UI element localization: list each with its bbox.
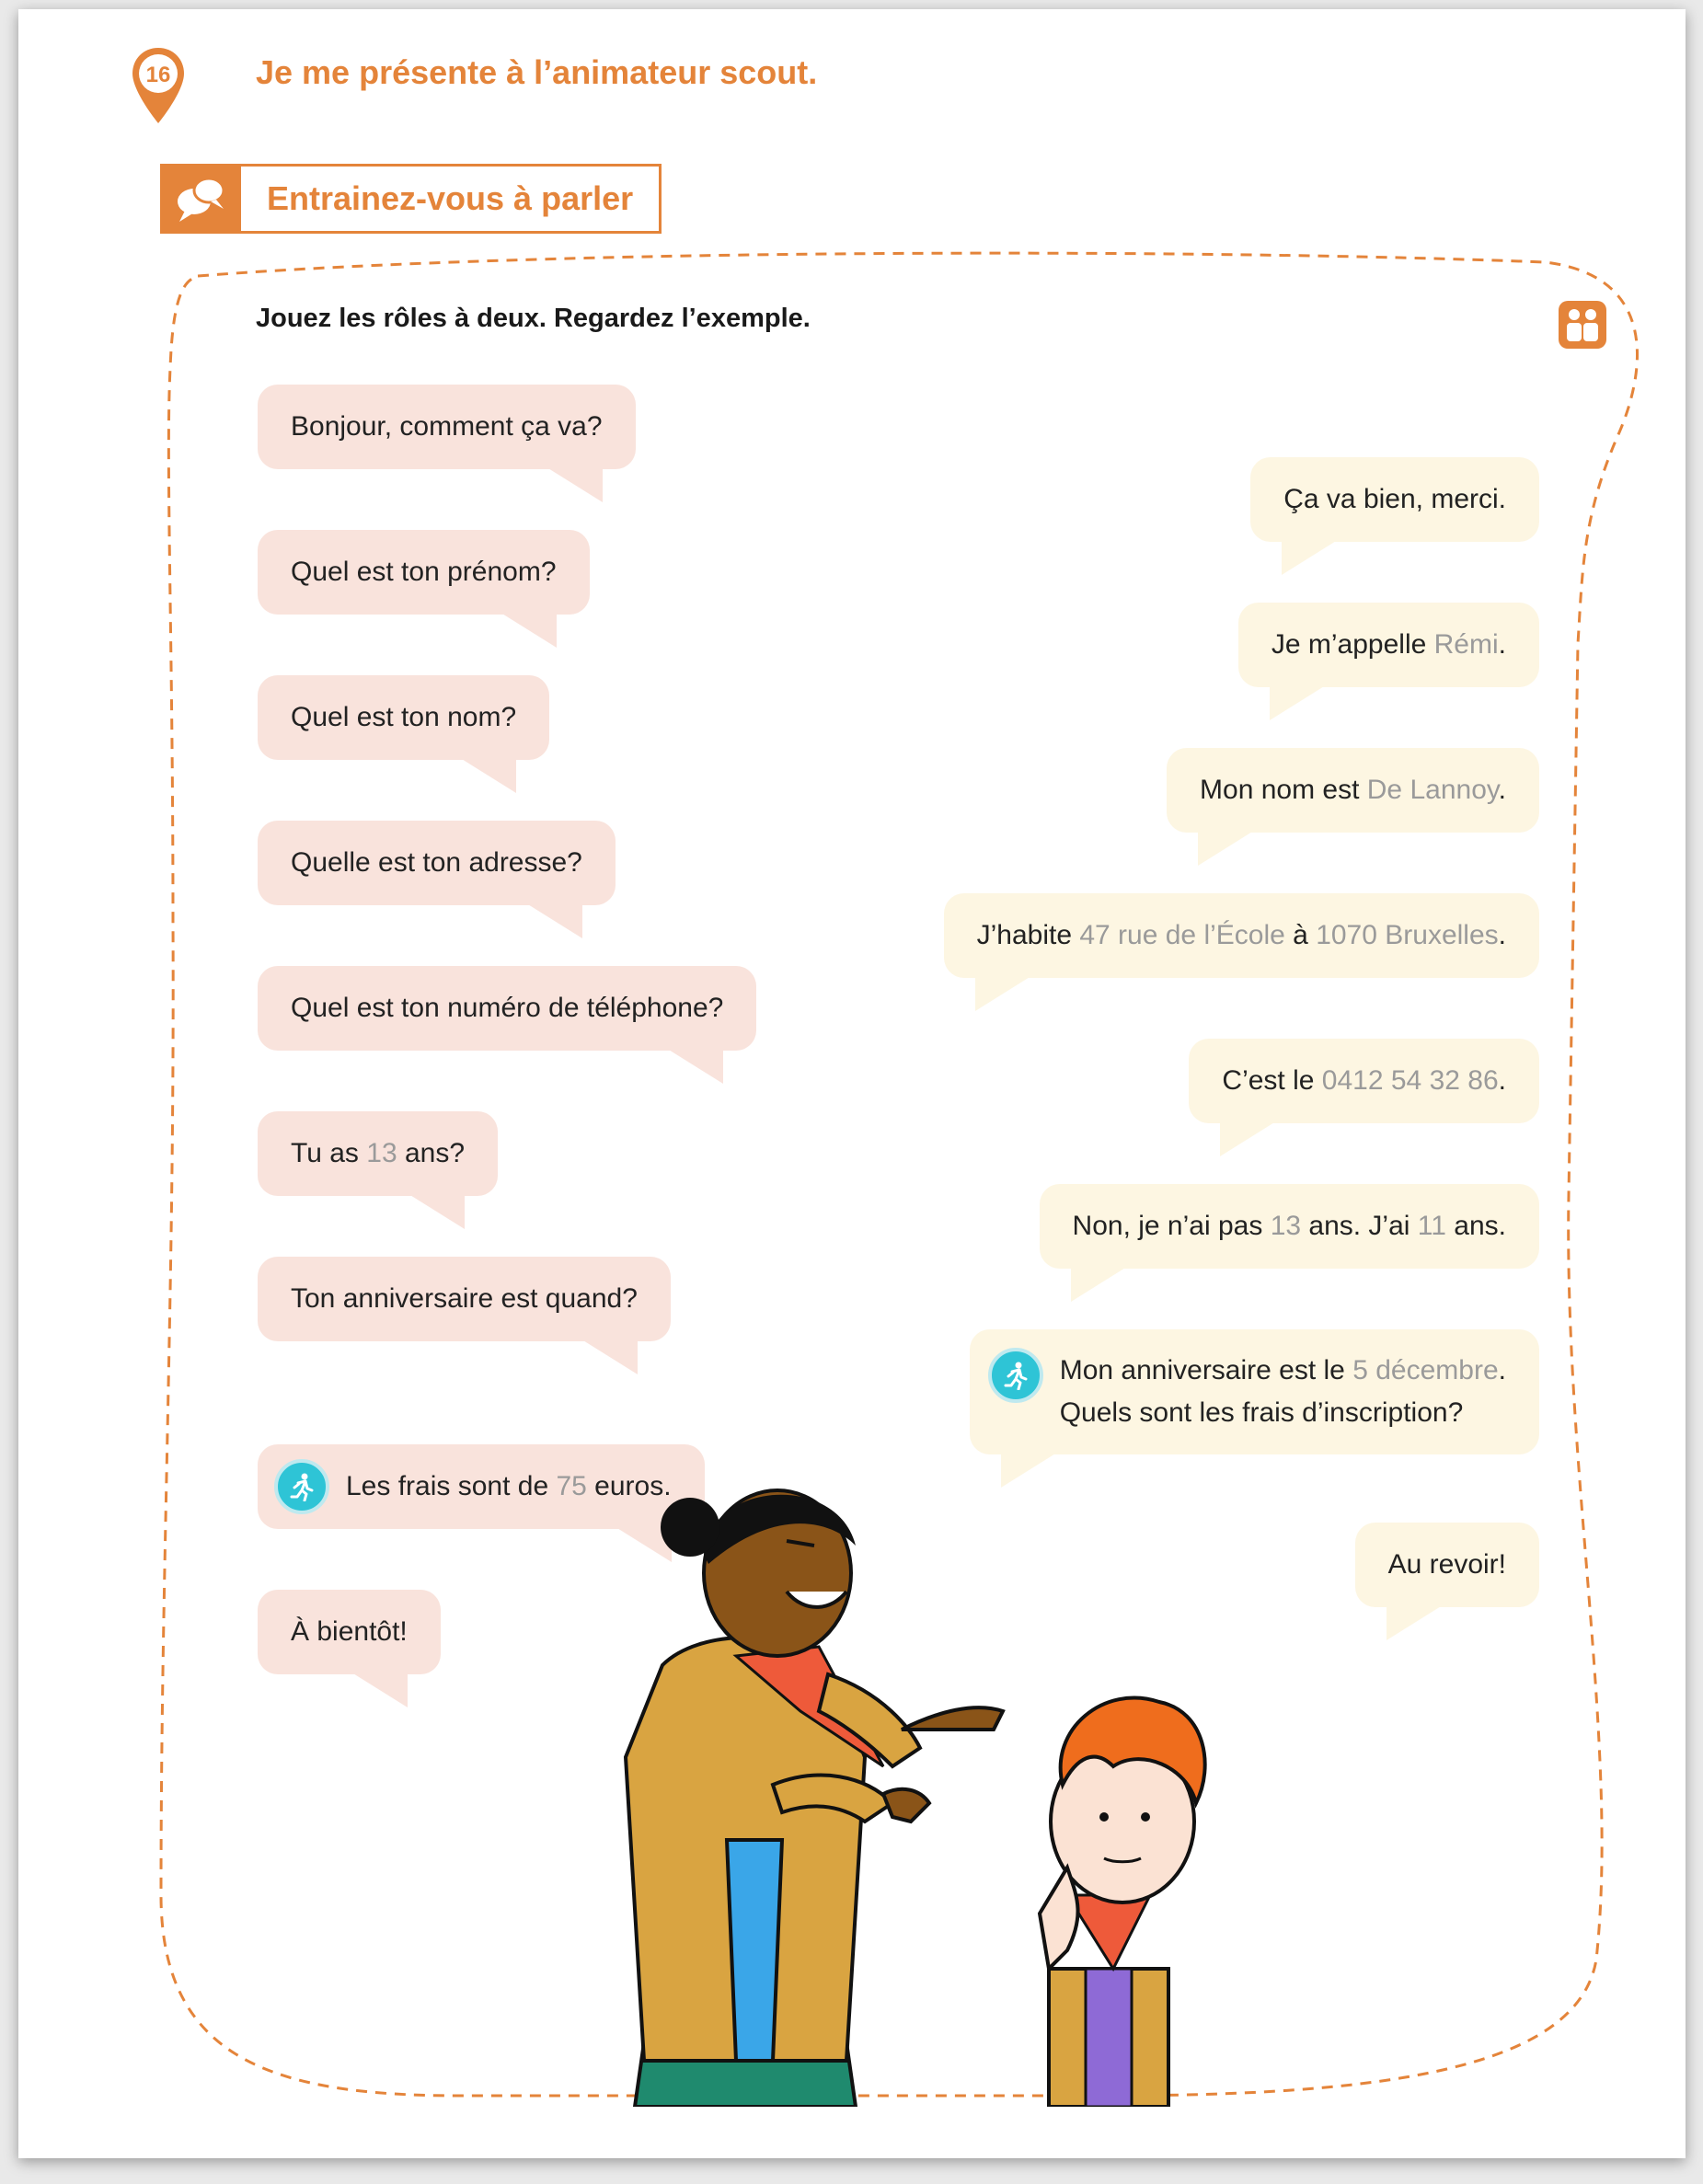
variable-value: 75 — [556, 1471, 587, 1501]
bubble-tail — [1270, 684, 1329, 720]
variable-value: 5 décembre — [1352, 1355, 1499, 1385]
bubble-line: Quels sont les frais d’inscription? — [1059, 1397, 1464, 1428]
bubble-tail — [406, 1192, 465, 1229]
bubble-text: Ton anniversaire est quand? — [291, 1283, 638, 1314]
bubble-tail — [524, 902, 582, 938]
right-bubble — [1189, 1039, 1539, 1123]
bubble-tail — [1220, 1120, 1279, 1156]
bubble-tail — [579, 1338, 638, 1374]
scout-leader-figure — [626, 1490, 1003, 2107]
bubble-tail — [457, 756, 516, 793]
variable-value: De Lannoy — [1366, 775, 1499, 805]
right-bubble — [1238, 603, 1539, 687]
left-bubble — [258, 821, 616, 905]
bubble-text: Au revoir! — [1387, 1549, 1506, 1580]
variable-value: 11 — [1417, 1211, 1446, 1241]
bubble-tail — [349, 1671, 408, 1707]
bubble-tail — [544, 466, 603, 502]
running-person-icon — [988, 1348, 1043, 1403]
bubble-text: Bonjour, comment ça va? — [291, 411, 603, 442]
instruction: Jouez les rôles à deux. Regardez l’exemple. — [256, 304, 811, 333]
bubble-text — [1060, 1350, 1506, 1434]
bubble-text: Quel est ton prénom? — [291, 557, 557, 587]
bubble-text: Non, je n’ai pas 13 ans. J’ai 11 ans. — [1072, 1211, 1506, 1241]
left-bubble — [258, 530, 590, 615]
section-label: Entrainez-vous à parler — [241, 164, 662, 234]
lesson-number-pin-icon — [129, 44, 188, 127]
bubble-text: C’est le 0412 54 32 86. — [1222, 1065, 1506, 1096]
left-bubble — [258, 966, 756, 1051]
right-bubble — [1250, 457, 1539, 542]
bubble-text: Tu as 13 ans? — [291, 1138, 466, 1168]
bubble-text: J’habite 47 rue de l’École à 1070 Bruxelles. — [976, 920, 1506, 950]
lesson-title: Je me présente à l’animateur scout. — [256, 53, 818, 91]
running-person-icon — [274, 1459, 329, 1514]
left-bubble — [258, 1111, 498, 1196]
bubble-text: Les frais sont de 75 euros. — [346, 1471, 672, 1501]
bubble-tail — [1282, 538, 1341, 575]
pair-work-icon — [1558, 300, 1607, 350]
bubble-tail — [498, 611, 557, 648]
bubble-text: Quel est ton numéro de téléphone? — [291, 993, 724, 1023]
left-bubble — [258, 385, 636, 469]
speech-bubbles-icon — [160, 164, 241, 234]
variable-value: 13 — [1270, 1211, 1302, 1241]
left-bubble — [258, 1590, 441, 1674]
bubble-text: Quelle est ton adresse? — [291, 847, 582, 878]
variable-value: 47 rue de l’École — [1079, 920, 1285, 950]
right-bubble — [1167, 748, 1539, 833]
bubble-text: À bientôt! — [291, 1616, 408, 1647]
variable-value: 0412 54 32 86 — [1321, 1065, 1499, 1096]
bubble-tail — [1387, 1604, 1445, 1640]
bubble-text: Mon nom est De Lannoy. — [1200, 775, 1506, 805]
section-tag — [160, 164, 662, 234]
right-bubble — [1355, 1523, 1539, 1607]
variable-value: 1070 Bruxelles — [1316, 920, 1499, 950]
scout-leader-and-child-illustration — [589, 1454, 1362, 2107]
scout-child-figure — [1040, 1698, 1205, 2107]
bubble-text: Ça va bien, merci. — [1283, 484, 1506, 514]
right-bubble — [1040, 1184, 1539, 1269]
right-bubble — [970, 1329, 1539, 1454]
left-bubble — [258, 675, 549, 760]
bubble-tail — [1198, 829, 1257, 866]
right-bubble — [944, 893, 1539, 978]
bubble-tail — [1071, 1265, 1130, 1302]
bubble-line: Mon anniversaire est le 5 décembre. — [1059, 1355, 1506, 1385]
variable-value: Rémi — [1433, 629, 1499, 660]
bubble-tail — [664, 1047, 723, 1084]
bubble-text: Quel est ton nom? — [291, 702, 517, 732]
variable-value: 13 — [366, 1138, 397, 1168]
bubble-tail — [975, 974, 1034, 1011]
lesson-number: 16 — [145, 63, 171, 87]
left-bubble — [258, 1257, 671, 1341]
bubble-text: Je m’appelle Rémi. — [1271, 629, 1506, 660]
